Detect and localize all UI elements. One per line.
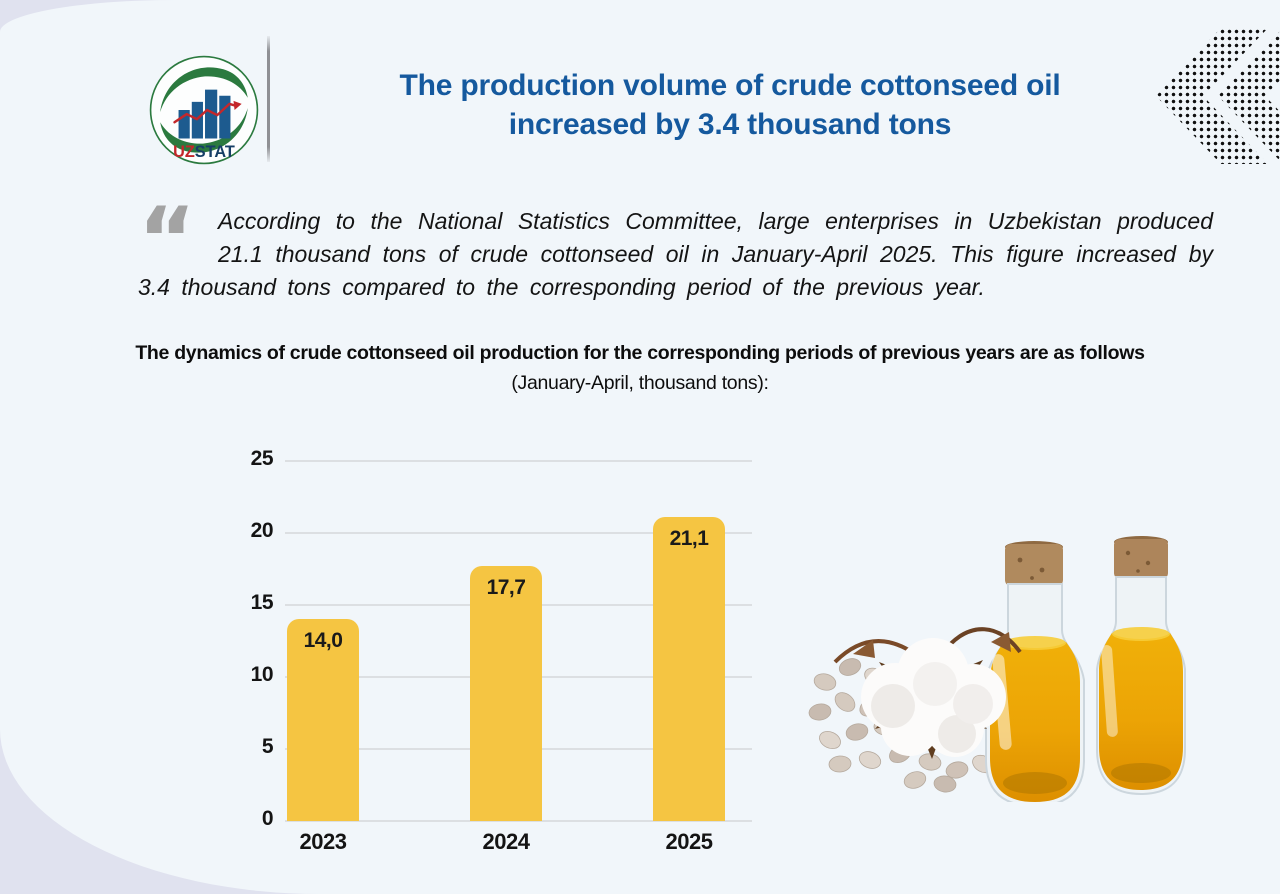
chart-caption-bold: The dynamics of crude cottonseed oil production for the corresponding periods of previous years are as follows <box>135 342 1145 364</box>
bar-value-label: 17,7 <box>486 576 526 600</box>
y-tick-label: 0 <box>261 807 273 830</box>
gridline <box>285 460 752 462</box>
bar <box>653 517 725 821</box>
page-title-line2: increased by 3.4 thousand tons <box>508 108 952 141</box>
y-tick-label: 25 <box>250 447 273 470</box>
chart-caption-normal: (January-April, thousand tons): <box>511 372 769 394</box>
quote-mark-icon: “ <box>138 188 196 291</box>
page-title-line1: The production volume of crude cottonseed oil <box>399 69 1061 102</box>
x-tick-label: 2023 <box>299 829 347 854</box>
logo-text-stat: STAT <box>194 142 235 161</box>
bar-value-label: 21,1 <box>669 527 709 551</box>
quote-text: According to the National Statistics Committee, large enterprises in Uzbekistan produced 21.1 thousand tons of crude cottonseed oil in January-April 2025. This figure increased by 3.4 thousand tons compared to the corresponding period of the previous year. <box>138 208 1213 300</box>
oil-bottle-front <box>986 541 1084 802</box>
oil-bottle-back <box>1097 536 1185 794</box>
y-tick-label: 5 <box>261 735 273 758</box>
bar-value-label: 14,0 <box>303 629 343 653</box>
y-tick-label: 15 <box>250 591 273 614</box>
y-tick-label: 20 <box>250 519 273 542</box>
cottonseed-oil-photo <box>795 512 1215 802</box>
x-tick-label: 2025 <box>665 829 713 854</box>
x-tick-label: 2024 <box>482 829 530 854</box>
bar <box>470 566 542 821</box>
logo-text-uz: UZ <box>173 142 195 161</box>
y-tick-label: 10 <box>250 663 273 686</box>
